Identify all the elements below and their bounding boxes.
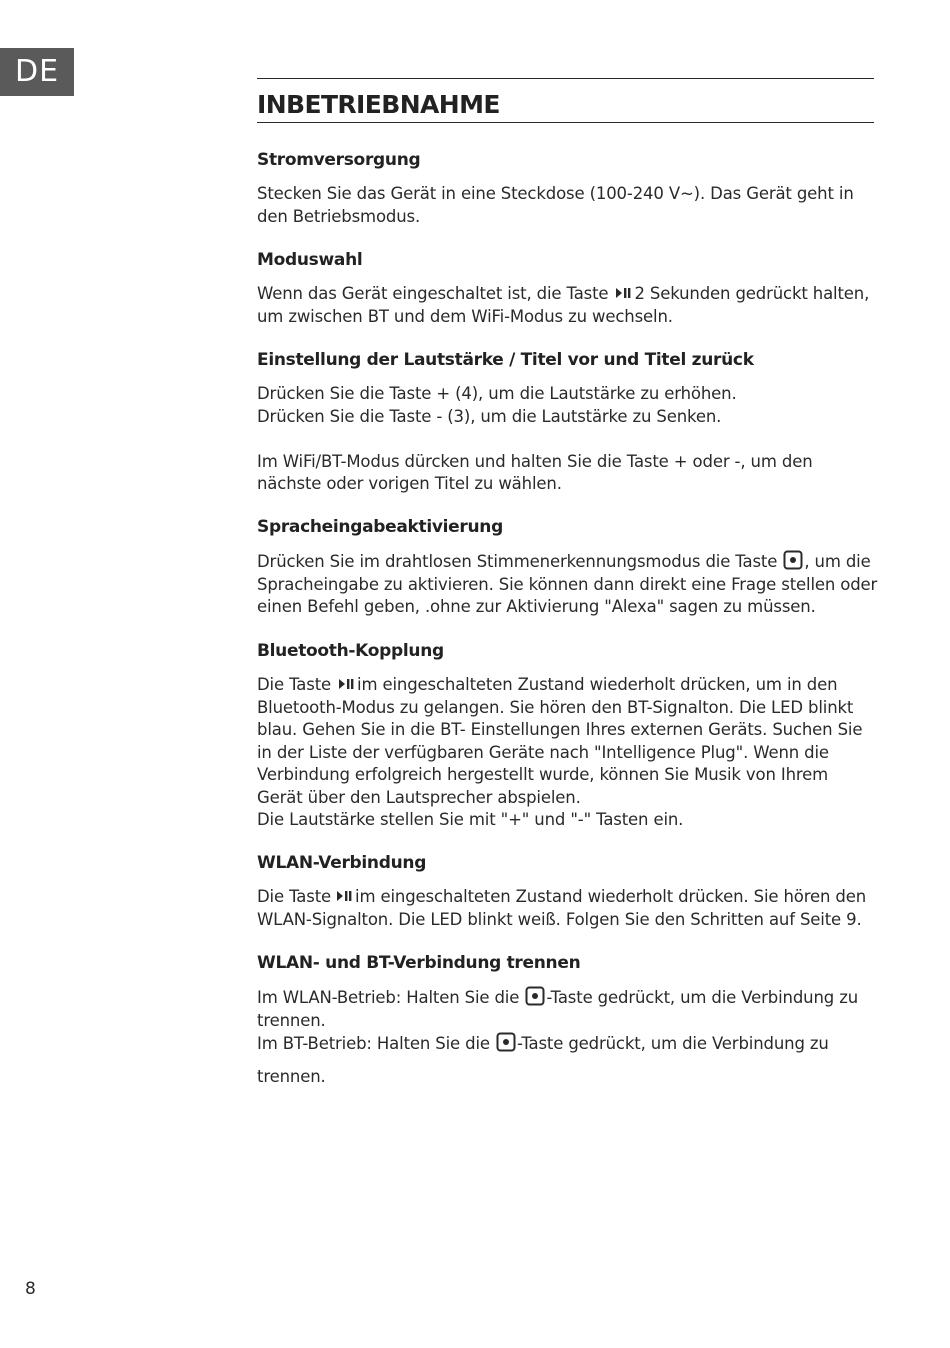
section-heading: Stromversorgung bbox=[257, 150, 421, 170]
paragraph-line: den Betriebsmodus. bbox=[257, 206, 421, 226]
paragraph-line: Gerät über den Lautsprecher abspielen. bbox=[257, 787, 581, 807]
text-fragment: im eingeschalteten Zustand wiederholt drücken, um in den bbox=[357, 675, 838, 694]
paragraph-line: Bluetooth-Modus zu gelangen. Sie hören den BT-Signalton. Die LED blinkt bbox=[257, 697, 854, 717]
voice-button-icon bbox=[496, 1032, 516, 1052]
text-fragment: Im WLAN-Betrieb: Halten Sie die bbox=[257, 988, 520, 1007]
page-title: INBETRIEBNAHME bbox=[257, 90, 500, 119]
text-fragment: 2 Sekunden gedrückt halten, bbox=[634, 284, 870, 303]
paragraph-line bbox=[257, 550, 874, 574]
section-volume-tracks bbox=[257, 349, 874, 496]
text-fragment: im eingeschalteten Zustand wiederholt drücken. Sie hören den bbox=[355, 887, 867, 906]
paragraph-line bbox=[257, 986, 874, 1010]
title-block bbox=[257, 78, 874, 123]
paragraph-line: WLAN-Signalton. Die LED blinkt weiß. Folgen Sie den Schritten auf Seite 9. bbox=[257, 909, 862, 929]
section-bluetooth-pairing bbox=[257, 640, 874, 832]
voice-button-icon bbox=[525, 986, 545, 1006]
paragraph-line: blau. Gehen Sie in die BT- Einstellungen Ihres externen Geräts. Suchen Sie bbox=[257, 720, 863, 739]
paragraph-line: in der Liste der verfügbaren Geräte nach "Intelligence Plug". Wenn die bbox=[257, 742, 829, 762]
title-bottom-rule bbox=[257, 122, 874, 123]
text-fragment: Die Taste bbox=[257, 887, 332, 906]
paragraph-line bbox=[257, 283, 874, 306]
play-pause-icon bbox=[335, 887, 353, 901]
paragraph-line: Drücken Sie die Taste + (4), um die Lautstärke zu erhöhen. bbox=[257, 384, 737, 403]
play-pause-icon bbox=[337, 675, 355, 689]
section-heading: WLAN- und BT-Verbindung trennen bbox=[257, 953, 581, 973]
paragraph-spacer bbox=[257, 428, 874, 451]
section-disconnect bbox=[257, 952, 874, 1088]
play-pause-icon bbox=[614, 284, 632, 298]
paragraph-line: Im WiFi/BT-Modus dürcken und halten Sie die Taste + oder -, um den bbox=[257, 451, 813, 471]
text-fragment: Wenn das Gerät eingeschaltet ist, die Taste bbox=[257, 284, 609, 303]
text-fragment: -Taste gedrückt, um die Verbindung zu bbox=[546, 988, 859, 1007]
paragraph-line bbox=[257, 674, 874, 697]
text-fragment: , um die bbox=[804, 552, 871, 571]
text-fragment: Die Taste bbox=[257, 675, 332, 694]
text-fragment: Im BT-Betrieb: Halten Sie die bbox=[257, 1034, 490, 1053]
paragraph-line: um zwischen BT und dem WiFi-Modus zu wechseln. bbox=[257, 306, 673, 326]
paragraph-line: einen Befehl geben, .ohne zur Aktivierung "Alexa" sagen zu müssen. bbox=[257, 597, 816, 616]
paragraph-line bbox=[257, 1032, 874, 1056]
paragraph-line: nächste oder vorigen Titel zu wählen. bbox=[257, 474, 562, 493]
paragraph-line: Spracheingabe zu aktivieren. Sie können dann direkt eine Frage stellen oder bbox=[257, 574, 878, 594]
section-mode-select bbox=[257, 249, 874, 328]
section-heading: Spracheingabeaktivierung bbox=[257, 517, 503, 537]
paragraph-line: Stecken Sie das Gerät in eine Steckdose (100-240 V~). Das Gerät geht in bbox=[257, 184, 854, 203]
section-voice-activation bbox=[257, 516, 878, 619]
section-heading: Bluetooth-Kopplung bbox=[257, 641, 444, 661]
text-fragment: -Taste gedrückt, um die Verbindung zu bbox=[517, 1034, 829, 1053]
paragraph-line: Die Lautstärke stellen Sie mit "+" und "-" Tasten ein. bbox=[257, 810, 684, 829]
paragraph-line: trennen. bbox=[257, 1010, 326, 1030]
section-wlan-connection bbox=[257, 852, 874, 931]
voice-button-icon bbox=[783, 550, 803, 570]
text-fragment: Drücken Sie im drahtlosen Stimmenerkennungsmodus die Taste bbox=[257, 552, 778, 571]
language-tab: DE bbox=[0, 48, 74, 96]
section-heading: WLAN-Verbindung bbox=[257, 853, 427, 873]
section-heading: Einstellung der Lautstärke / Titel vor und Titel zurück bbox=[257, 350, 754, 370]
paragraph-line: Drücken Sie die Taste - (3), um die Lautstärke zu Senken. bbox=[257, 406, 722, 426]
title-top-rule bbox=[257, 78, 874, 79]
paragraph-line: Verbindung erfolgreich hergestellt wurde, können Sie Musik von Ihrem bbox=[257, 765, 829, 784]
page-number: 8 bbox=[25, 1279, 36, 1299]
paragraph-line: trennen. bbox=[257, 1066, 326, 1086]
paragraph-line bbox=[257, 886, 874, 909]
section-power-supply bbox=[257, 149, 874, 228]
section-heading: Moduswahl bbox=[257, 250, 363, 270]
